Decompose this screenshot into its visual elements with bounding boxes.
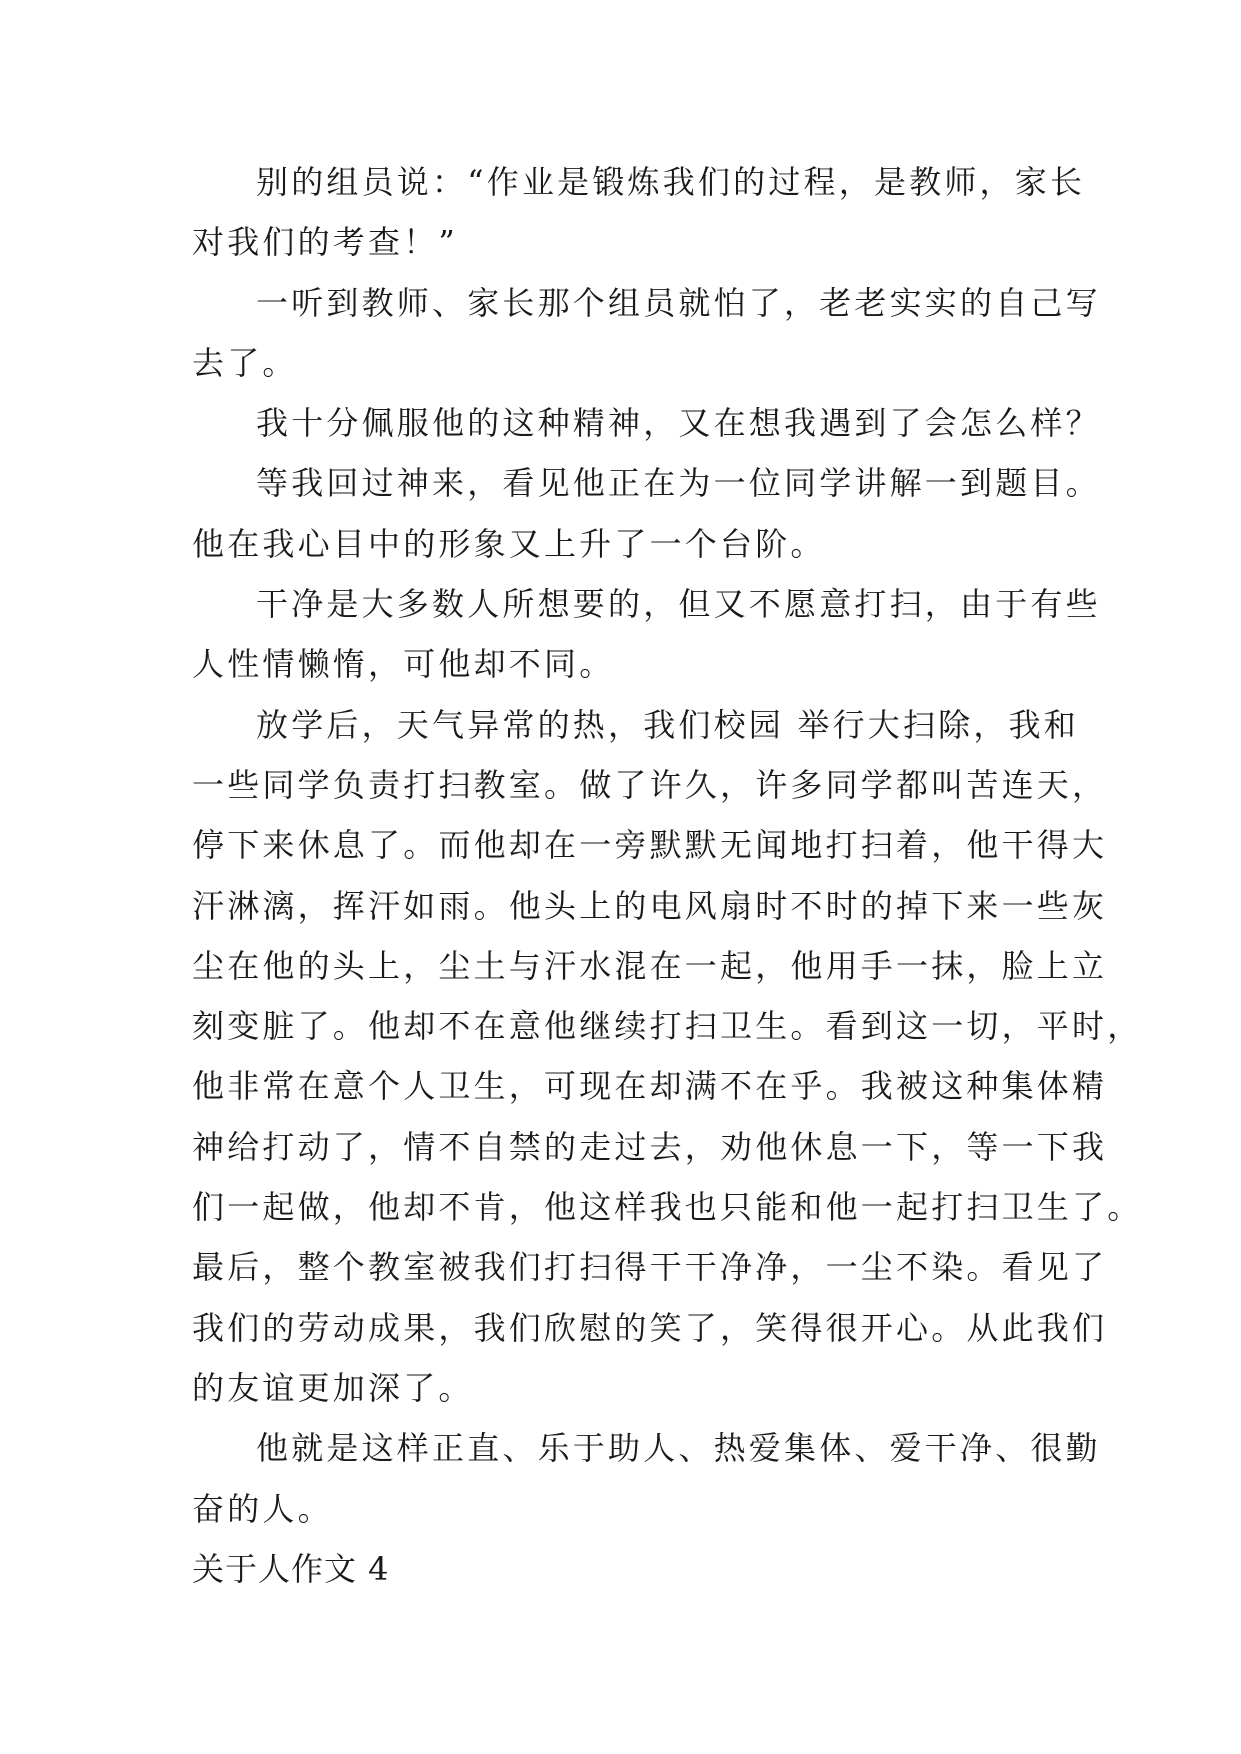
text-line: 神给打动了，情不自禁的走过去，劝他休息一下，等一下我	[192, 1127, 1108, 1166]
document-body	[192, 152, 1143, 1599]
text-line: 我们的劳动成果，我们欣慰的笑了，笑得很开心。从此我们	[192, 1308, 1108, 1347]
text-line: 他非常在意个人卫生，可现在却满不在乎。我被这种集体精	[192, 1067, 1108, 1106]
text-line: 人性情懒惰，可他却不同。	[192, 645, 615, 684]
text-line: 他就是这样正直、乐于助人、热爱集体、爱干净、很勤	[256, 1429, 1101, 1468]
text-line: 们一起做，他却不肯，他这样我也只能和他一起打扫卫生了。	[192, 1188, 1143, 1227]
text-line: 奋的人。	[192, 1489, 333, 1528]
text-line: 一听到教师、家长那个组员就怕了，老老实实的自己写	[256, 283, 1101, 322]
text-line: 的友谊更加深了。	[192, 1368, 474, 1407]
text-line: 一些同学负责打扫教室。做了许久，许多同学都叫苦连天，	[192, 765, 1108, 804]
text-line: 他在我心目中的形象又上升了一个台阶。	[192, 524, 826, 563]
text-line: 对我们的考查！”	[192, 223, 458, 262]
text-line: 我十分佩服他的这种精神，又在想我遇到了会怎么样？	[256, 404, 1101, 443]
text-line: 去了。	[192, 343, 298, 382]
text-line: 汗淋漓，挥汗如雨。他头上的电风扇时不时的掉下来一些灰	[192, 886, 1108, 925]
text-line: 停下来休息了。而他却在一旁默默无闻地打扫着，他干得大	[192, 826, 1108, 865]
text-line: 最后，整个教室被我们打扫得干干净净，一尘不染。看见了	[192, 1248, 1108, 1287]
text-line: 尘在他的头上，尘土与汗水混在一起，他用手一抹，脸上立	[192, 946, 1108, 985]
text-line: 等我回过神来，看见他正在为一位同学讲解一到题目。	[256, 464, 1101, 503]
section-heading: 关于人作文 4	[192, 1549, 390, 1588]
text-line: 别的组员说：“作业是锻炼我们的过程，是教师，家长	[256, 163, 1086, 201]
text-line: 刻变脏了。他却不在意他继续打扫卫生。看到这一切，平时，	[192, 1007, 1143, 1046]
text-line: 干净是大多数人所想要的，但又不愿意打扫，由于有些	[256, 585, 1101, 624]
text-line: 放学后，天气异常的热，我们校园 举行大扫除，我和	[256, 705, 1079, 744]
